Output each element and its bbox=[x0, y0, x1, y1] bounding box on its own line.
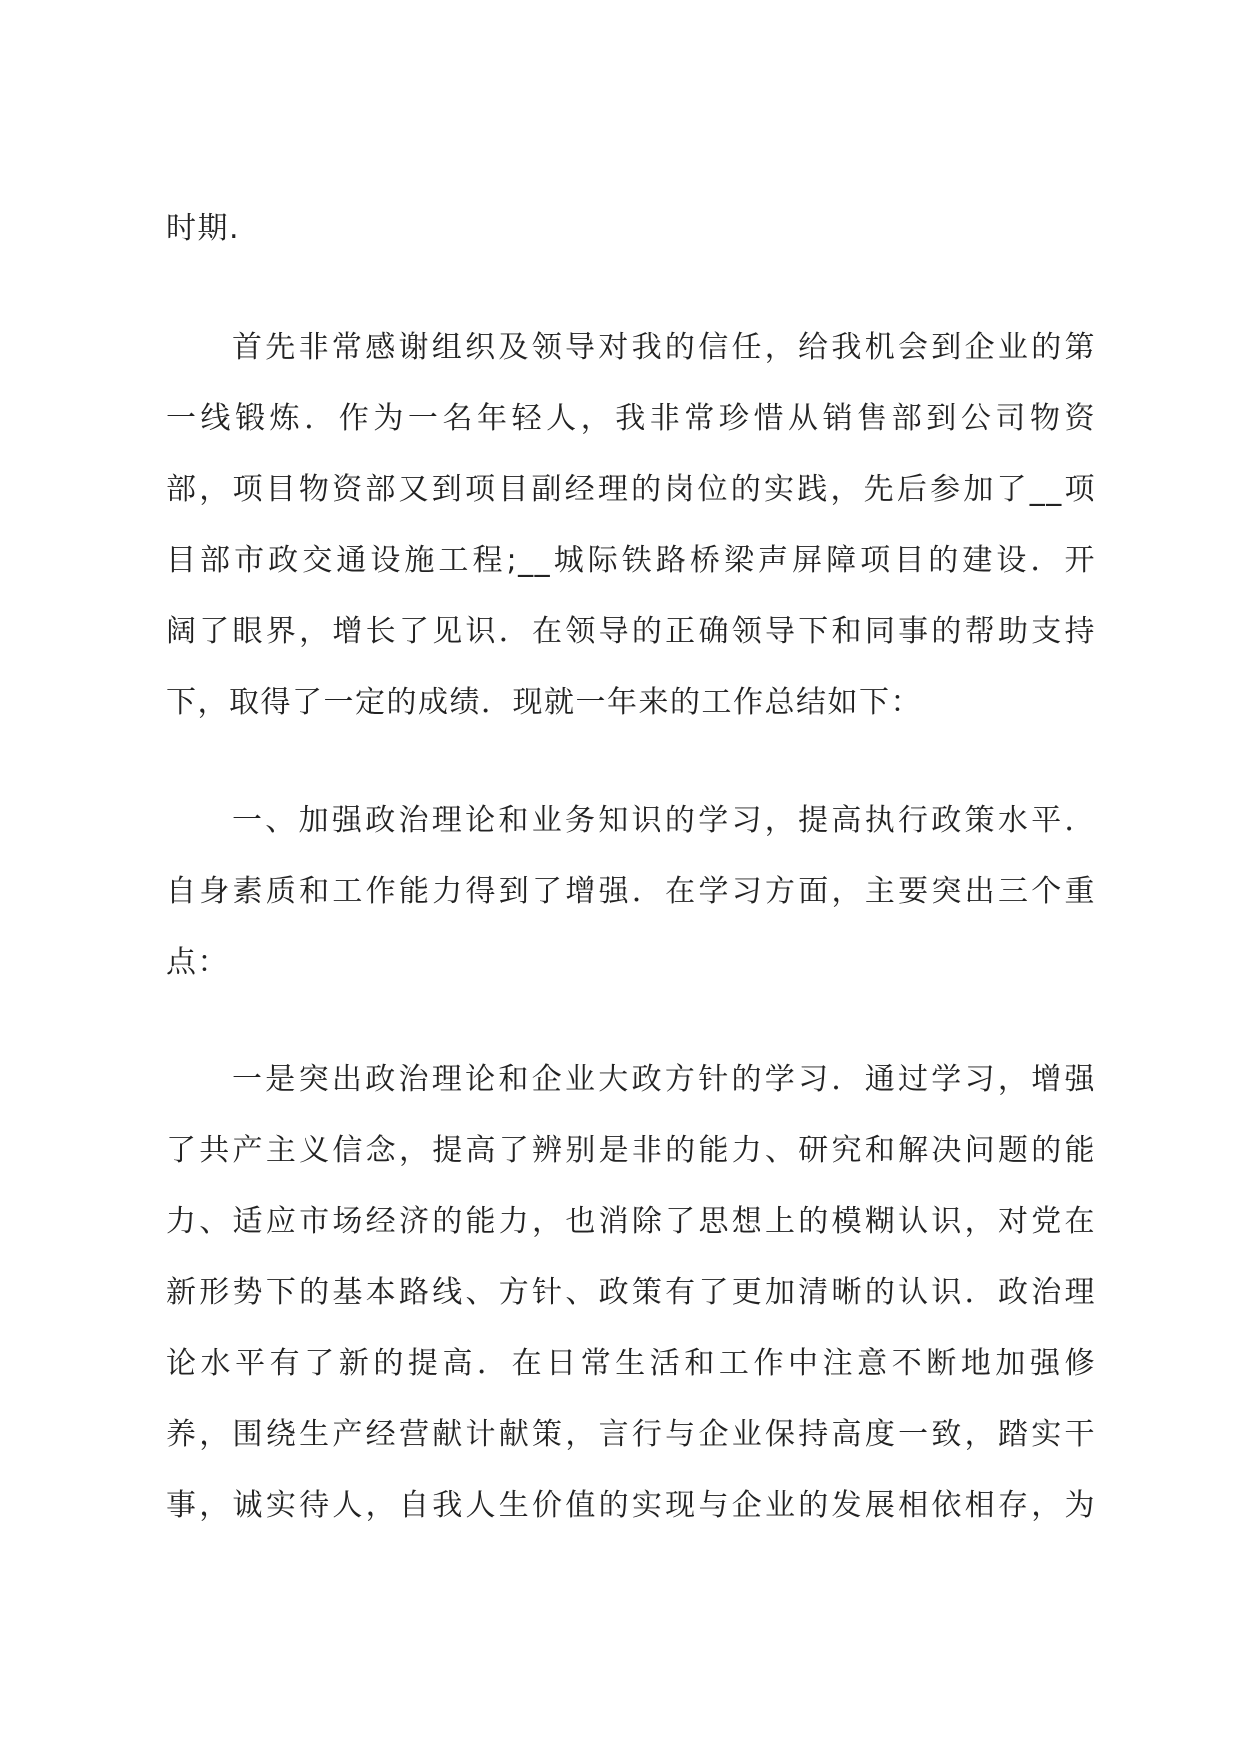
paragraph-fragment bbox=[166, 193, 1096, 264]
text-line: 时期. bbox=[166, 211, 241, 246]
text-line: 事，诚实待人，自我人生价值的实现与企业的发展相依相存，为 bbox=[166, 1488, 1096, 1523]
paragraph-section-one bbox=[166, 785, 1096, 998]
text-line: 力、适应市场经济的能力，也消除了思想上的模糊认识，对党在 bbox=[166, 1204, 1096, 1239]
text-line: 养，围绕生产经营献计献策，言行与企业保持高度一致，踏实干 bbox=[166, 1417, 1096, 1452]
text-line: 了共产主义信念，提高了辨别是非的能力、研究和解决问题的能 bbox=[166, 1133, 1096, 1168]
text-line: 点： bbox=[166, 945, 229, 980]
text-line: 一、加强政治理论和业务知识的学习，提高执行政策水平． bbox=[232, 803, 1096, 838]
text-line: 一是突出政治理论和企业大政方针的学习．通过学习，增强 bbox=[232, 1062, 1096, 1097]
text-line: 目部市政交通设施工程;__城际铁路桥梁声屏障项目的建设．开 bbox=[166, 543, 1096, 578]
text-line: 下，取得了一定的成绩．现就一年来的工作总结如下： bbox=[166, 685, 922, 720]
paragraph-intro bbox=[166, 312, 1096, 738]
paragraph-point-one bbox=[166, 1044, 1096, 1541]
text-line: 一线锻炼．作为一名年轻人，我非常珍惜从销售部到公司物资 bbox=[166, 401, 1096, 436]
text-line: 部，项目物资部又到项目副经理的岗位的实践，先后参加了__项 bbox=[166, 472, 1096, 507]
text-line: 首先非常感谢组织及领导对我的信任，给我机会到企业的第 bbox=[232, 330, 1096, 365]
text-line: 论水平有了新的提高．在日常生活和工作中注意不断地加强修 bbox=[166, 1346, 1096, 1381]
text-line: 阔了眼界，增长了见识．在领导的正确领导下和同事的帮助支持 bbox=[166, 614, 1096, 649]
text-line: 自身素质和工作能力得到了增强．在学习方面，主要突出三个重 bbox=[166, 874, 1096, 909]
text-line: 新形势下的基本路线、方针、政策有了更加清晰的认识．政治理 bbox=[166, 1275, 1096, 1310]
